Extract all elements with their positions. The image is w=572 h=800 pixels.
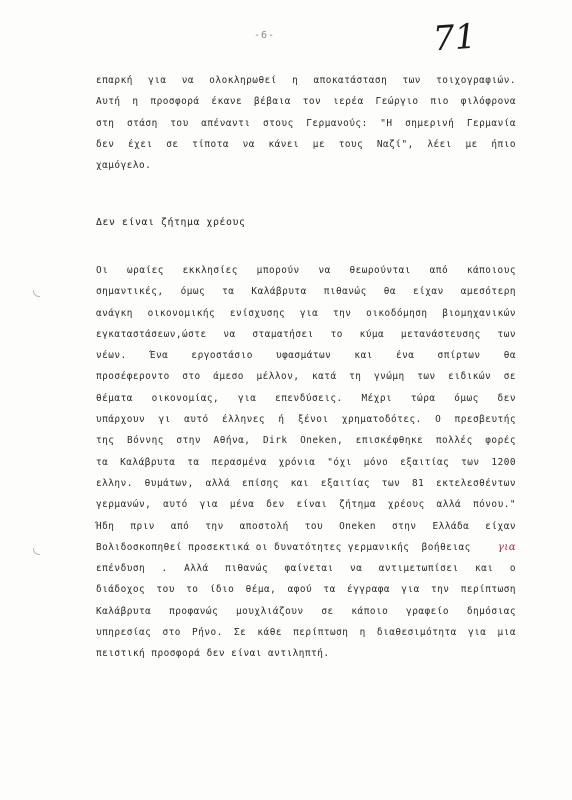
text-line: ελλην. θυμάτων, αλλά επίσης και εξαιτίας των 81 εκτελεσθέντων — [96, 477, 516, 489]
text-line: Ήδη πριν από την αποστολή του Oneken στην Ελλάδα είχαν — [96, 520, 516, 532]
punch-hole-mark — [33, 548, 40, 555]
text-line: δεν έχει σε τίποτα να κάνει με τους Ναζί", λέει με ήπιο — [96, 138, 516, 150]
text-line: διάδοχος του το ίδιο θέμα, αφού τα έγγραφα για την περίπτωση — [96, 584, 516, 596]
handwritten-page-number: 71 — [431, 16, 478, 60]
text-line: Οι ωραίες εκκλησίες μπορούν να θεωρούνται από κάποιους — [96, 265, 516, 276]
text-line: πειστική προσφορά δεν είναι αντιληπτή. — [96, 648, 330, 660]
text-line: Βολιδοσκοπηθεί προσεκτικά οι δυνατότητες γερμανικής βοήθειας — [96, 541, 471, 553]
handwritten-insert: για — [497, 541, 516, 553]
paragraph-2 — [96, 260, 516, 665]
text-line: εγκαταστάσεων,ώστε να σταματήσει το κύμα μετανάστευσης των — [96, 328, 516, 340]
text-line: προσέφεροντο στο άμεσο μέλλον, κατά τη γνώμη των ειδικών σε — [96, 371, 516, 383]
text-line: επαρκή για να ολοκληρωθεί η αποκατάσταση των τοιχογραφιών. — [96, 75, 516, 86]
section-heading: Δεν είναι ζήτημα χρέους — [96, 217, 246, 228]
text-line: σημαντικές, όμως τα Καλάβρυτα πιθανώς θα είχαν αμεσότερη — [96, 286, 516, 298]
text-line: της Βόννης στην Αθήνα, Dirk Oneken, επισκέφθηκε πολλές φορές — [96, 435, 516, 447]
text-line: γερμανών, αυτό για μένα δεν είναι ζήτημα χρέους αλλά πόνου." — [96, 499, 516, 511]
paragraph-1 — [96, 70, 516, 176]
text-line: στη στάση του απέναντι στους Γερμανούς: "Η σημερινή Γερμανία — [96, 117, 516, 129]
text-line: υπάρχουν γι αυτό έλληνες ή ξένοι χρηματοδότες. Ο πρεσβευτής — [96, 414, 516, 426]
text-line: επένδυση . Αλλά πιθανώς φαίνεται να αντιμετωπίσει και ο — [96, 563, 516, 575]
text-line: Καλάβρυτα προφανώς μουχλιάζουν σε κάποιο γραφείο δημόσιας — [96, 605, 516, 617]
text-line: νέων. Ένα εργοστάσιο υφασμάτων και ένα σπίρτων θα — [96, 350, 516, 362]
text-line: θέματα οικονομίας, για επενδύσεις. Μέχρι τώρα όμως δεν — [96, 392, 516, 404]
text-line: Αυτή η προσφορά έκανε βέβαια τον ιερέα Γεώργιο πιο φιλόφρονα — [96, 96, 516, 108]
punch-hole-mark — [33, 290, 40, 297]
text-line-with-insert — [96, 537, 516, 558]
text-line: ανάγκη οικονομικής ενίσχυσης για την οικοδόμηση βιομηχανικών — [96, 307, 516, 319]
text-line: τα Καλάβρυτα τα περασμένα χρόνια "όχι μόνο εξαιτίας των 1200 — [96, 456, 516, 468]
text-line: χαμόγελο. — [96, 160, 152, 172]
page-number: -6- — [254, 30, 276, 41]
text-line: υπηρεσίας στο Ρήνο. Σε κάθε περίπτωση η διαθεσιμότητα για μια — [96, 627, 516, 639]
